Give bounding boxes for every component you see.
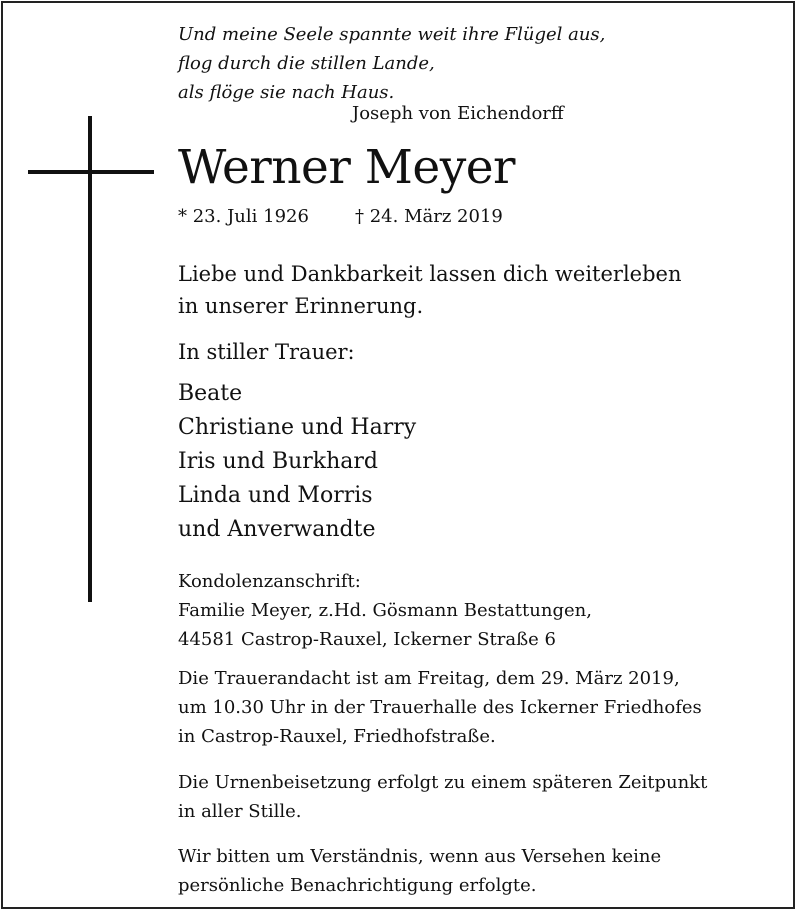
service-line: in Castrop-Rauxel, Friedhofstraße. xyxy=(178,726,496,747)
mantra-line: Liebe und Dankbarkeit lassen dich weiterleben xyxy=(178,262,682,286)
address-line: Kondolenzanschrift: xyxy=(178,571,361,592)
urn-line: in aller Stille. xyxy=(178,801,302,822)
address-line: 44581 Castrop-Rauxel, Ickerner Straße 6 xyxy=(178,629,556,650)
address-line: Familie Meyer, z.Hd. Gösmann Bestattungen, xyxy=(178,600,592,621)
mourner: Linda und Morris xyxy=(178,483,373,508)
apology-note xyxy=(178,842,661,900)
cross-icon-horizontal xyxy=(28,170,154,174)
apology-line: Wir bitten um Verständnis, wenn aus Versehen keine xyxy=(178,846,662,867)
service-info xyxy=(178,664,702,751)
mantra xyxy=(178,258,682,322)
mourners-list xyxy=(178,377,416,547)
birth-date: * 23. Juli 1926 xyxy=(178,206,309,227)
poem-line: Und meine Seele spannte weit ihre Flügel aus, xyxy=(178,24,606,45)
mantra-line: in unserer Erinnerung. xyxy=(178,294,424,318)
service-line: um 10.30 Uhr in der Trauerhalle des Ickerner Friedhofes xyxy=(178,697,702,718)
poem-line: als flöge sie nach Haus. xyxy=(178,82,395,103)
urn-info xyxy=(178,768,707,826)
apology-line: persönliche Benachrichtigung erfolgte. xyxy=(178,875,537,896)
mourner: Christiane und Harry xyxy=(178,415,417,440)
poem-line: flog durch die stillen Lande, xyxy=(178,53,435,74)
mourner: Beate xyxy=(178,381,243,406)
poem xyxy=(178,20,605,107)
condolence-address xyxy=(178,567,592,654)
urn-line: Die Urnenbeisetzung erfolgt zu einem späteren Zeitpunkt xyxy=(178,772,708,793)
death-date: † 24. März 2019 xyxy=(355,206,503,227)
poem-author: Joseph von Eichendorff xyxy=(352,103,564,124)
cross-icon-vertical xyxy=(88,116,92,602)
deceased-name: Werner Meyer xyxy=(178,140,516,195)
mourner: und Anverwandte xyxy=(178,517,376,542)
mourning-heading: In stiller Trauer: xyxy=(178,340,355,364)
service-line: Die Trauerandacht ist am Freitag, dem 29. März 2019, xyxy=(178,668,680,689)
mourner: Iris und Burkhard xyxy=(178,449,379,474)
